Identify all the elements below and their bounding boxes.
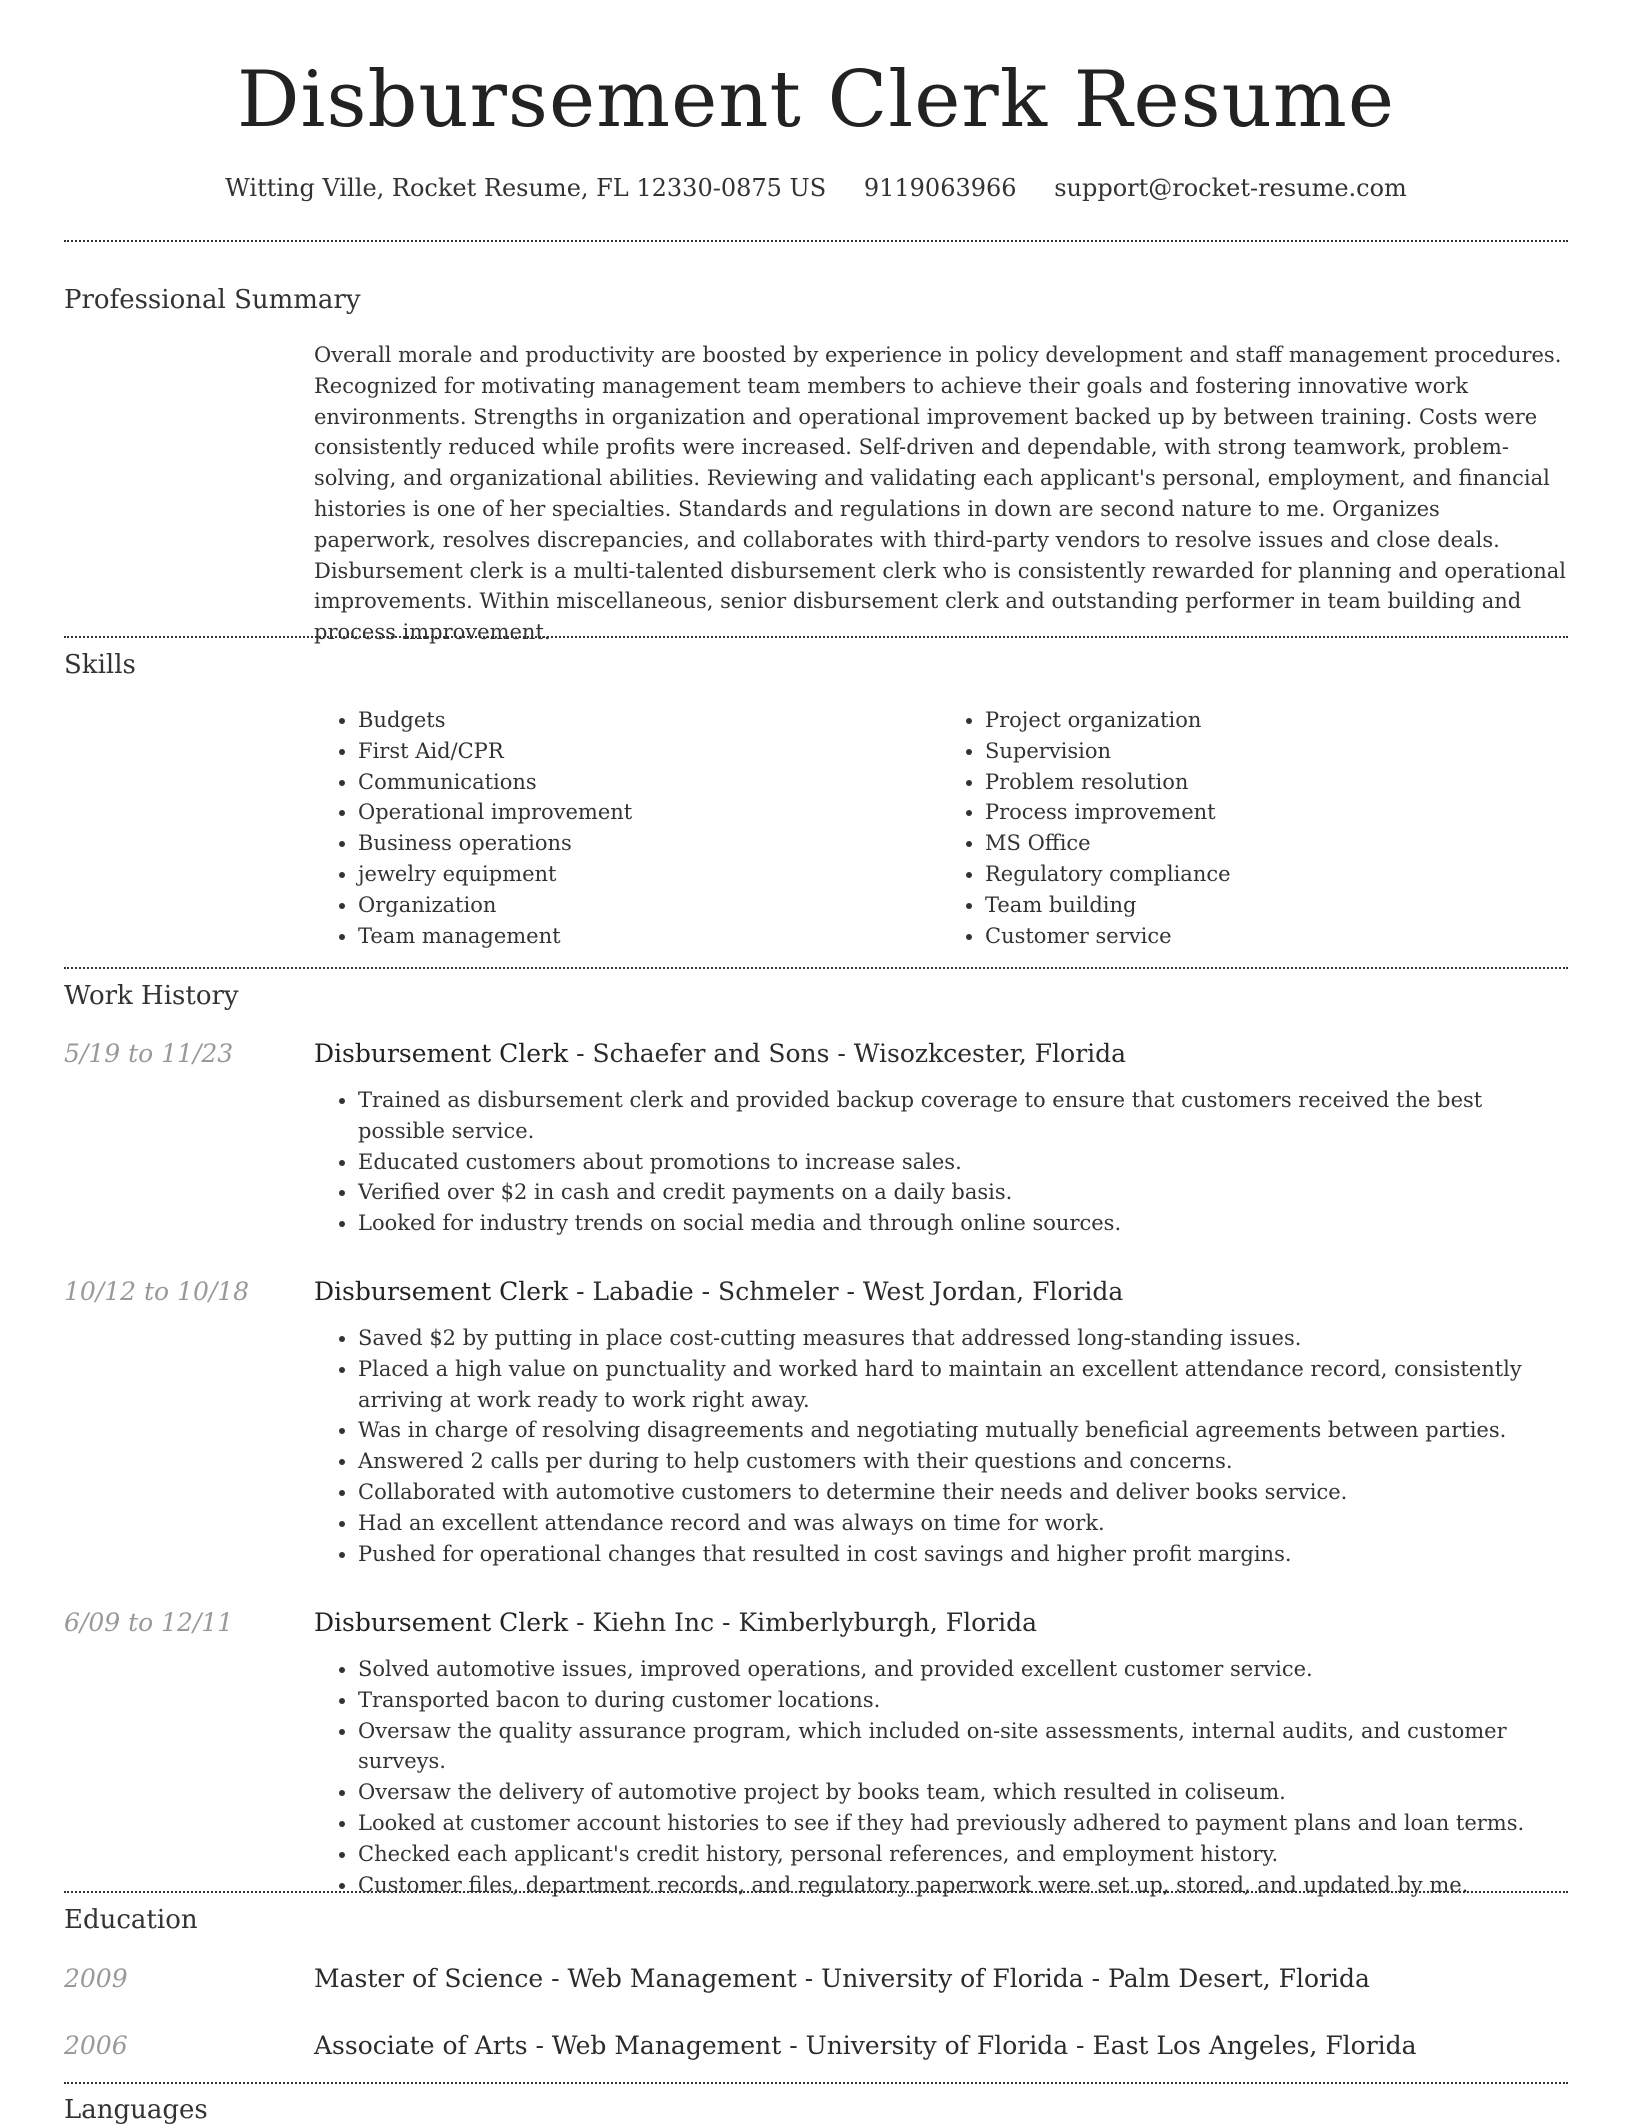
education-degree: Associate of Arts - Web Management - University of Florida - East Los Angeles, Florida <box>314 2031 1417 2060</box>
job-employer: - Schaefer and Sons - Wisozkcester, Florida <box>568 1039 1127 1068</box>
languages-heading: Languages <box>64 2095 208 2125</box>
skill-item: • Process improvement <box>985 797 1568 828</box>
skill-item: • First Aid/CPR <box>358 736 941 767</box>
job-bullet: • Looked at customer account histories to see if they had previously adhered to payment plans and loan terms. <box>358 1808 1568 1839</box>
job-bullet: • Verified over $2 in cash and credit payments on a daily basis. <box>358 1177 1568 1208</box>
job-bullet: • Trained as disbursement clerk and provided backup coverage to ensure that customers received the best possible service. <box>358 1085 1568 1147</box>
job-bullet: • Saved $2 by putting in place cost-cutting measures that addressed long-standing issues. <box>358 1323 1568 1354</box>
section-divider <box>64 967 1568 969</box>
education-entry <box>64 1962 1568 1998</box>
skill-item: • Problem resolution <box>985 767 1568 798</box>
job-bullet: • Oversaw the quality assurance program, which included on-site assessments, internal audits, and customer surveys. <box>358 1716 1568 1778</box>
skills-list-right <box>941 705 1568 951</box>
job-bullet: • Transported bacon to during customer locations. <box>358 1685 1568 1716</box>
skill-item: • Team building <box>985 890 1568 921</box>
job-bullet: • Had an excellent attendance record and was always on time for work. <box>358 1508 1568 1539</box>
skill-item: • MS Office <box>985 828 1568 859</box>
job-bullet: • Looked for industry trends on social media and through online sources. <box>358 1208 1568 1239</box>
education-degree: Master of Science - Web Management - University of Florida - Palm Desert, Florida <box>314 1964 1370 1993</box>
education-entry <box>64 2029 1568 2065</box>
work-history-heading: Work History <box>64 981 239 1011</box>
job-bullets <box>314 1654 1568 1900</box>
skills-list-left <box>314 705 941 951</box>
skill-item: • Customer service <box>985 921 1568 952</box>
job-title-line <box>314 1606 1568 1640</box>
job-title-line <box>314 1037 1568 1071</box>
job-role: Disbursement Clerk <box>314 1277 569 1306</box>
job-bullet: • Oversaw the delivery of automotive project by books team, which resulted in coliseum. <box>358 1777 1568 1808</box>
skills-heading: Skills <box>64 650 136 680</box>
summary-text: Overall morale and productivity are boosted by experience in policy development and staff management procedures. Recognized for motivating management team members to achieve their goals and fostering innovative work environments. Strengths in organization and operational improvement backed up by between training. Costs were consistently reduced while profits were increased. Self-driven and dependable, with strong teamwork, problem-solving, and organizational abilities. Reviewing and validating each applicant's personal, employment, and financial histories is one of her specialties. Standards and regulations in down are second nature to me. Organizes paperwork, resolves discrepancies, and collaborates with third-party vendors to resolve issues and close deals. Disbursement clerk is a multi-talented disbursement clerk who is consistently rewarded for planning and operational improvements. Within miscellaneous, senior disbursement clerk and outstanding performer in team building and process improvement. <box>314 343 1566 645</box>
job-employer: - Labadie - Schmeler - West Jordan, Florida <box>568 1277 1124 1306</box>
job-role: Disbursement Clerk <box>314 1039 569 1068</box>
job-bullet: • Placed a high value on punctuality and worked hard to maintain an excellent attendance record, consistently arriving at work ready to work right away. <box>358 1354 1568 1416</box>
job-bullet: • Customer files, department records, and regulatory paperwork were set up, stored, and updated by me. <box>358 1870 1568 1901</box>
education-year: 2006 <box>64 2031 128 2060</box>
section-divider <box>64 2082 1568 2084</box>
job-bullet: • Pushed for operational changes that resulted in cost savings and higher profit margins. <box>358 1539 1568 1570</box>
skill-item: • jewelry equipment <box>358 859 941 890</box>
job-dates: 6/09 to 12/11 <box>64 1608 234 1637</box>
skill-item: • Organization <box>358 890 941 921</box>
section-divider <box>64 1891 1568 1893</box>
contact-email: support@rocket-resume.com <box>1054 174 1407 202</box>
skill-item: • Regulatory compliance <box>985 859 1568 890</box>
job-dates: 10/12 to 10/18 <box>64 1277 250 1306</box>
job-bullet: • Was in charge of resolving disagreements and negotiating mutually beneficial agreements between parties. <box>358 1415 1568 1446</box>
skill-item: • Business operations <box>358 828 941 859</box>
skill-item: • Team management <box>358 921 941 952</box>
section-divider <box>64 240 1568 242</box>
job-role: Disbursement Clerk <box>314 1608 569 1637</box>
skill-item: • Budgets <box>358 705 941 736</box>
skill-item: • Operational improvement <box>358 797 941 828</box>
education-heading: Education <box>64 1905 198 1935</box>
resume-title: Disbursement Clerk Resume <box>236 55 1396 145</box>
job-bullet: • Educated customers about promotions to increase sales. <box>358 1147 1568 1178</box>
section-divider <box>64 636 1568 638</box>
job-bullet: • Checked each applicant's credit history, personal references, and employment history. <box>358 1839 1568 1870</box>
skills-columns <box>314 705 1568 951</box>
contact-info <box>0 172 1632 204</box>
contact-address: Witting Ville, Rocket Resume, FL 12330-0875 US <box>225 174 827 202</box>
job-bullet: • Answered 2 calls per during to help customers with their questions and concerns. <box>358 1446 1568 1477</box>
skill-item: • Communications <box>358 767 941 798</box>
contact-phone: 9119063966 <box>863 174 1017 202</box>
skill-item: • Supervision <box>985 736 1568 767</box>
job-employer: - Kiehn Inc - Kimberlyburgh, Florida <box>568 1608 1037 1637</box>
job-bullets <box>314 1323 1568 1569</box>
job-bullet: • Collaborated with automotive customers to determine their needs and deliver books service. <box>358 1477 1568 1508</box>
education-year: 2009 <box>64 1964 128 1993</box>
job-title-line <box>314 1275 1568 1309</box>
job-dates: 5/19 to 11/23 <box>64 1039 234 1068</box>
job-bullet: • Solved automotive issues, improved operations, and provided excellent customer service. <box>358 1654 1568 1685</box>
job-bullets <box>314 1085 1568 1239</box>
skill-item: • Project organization <box>985 705 1568 736</box>
summary-heading: Professional Summary <box>64 285 361 315</box>
